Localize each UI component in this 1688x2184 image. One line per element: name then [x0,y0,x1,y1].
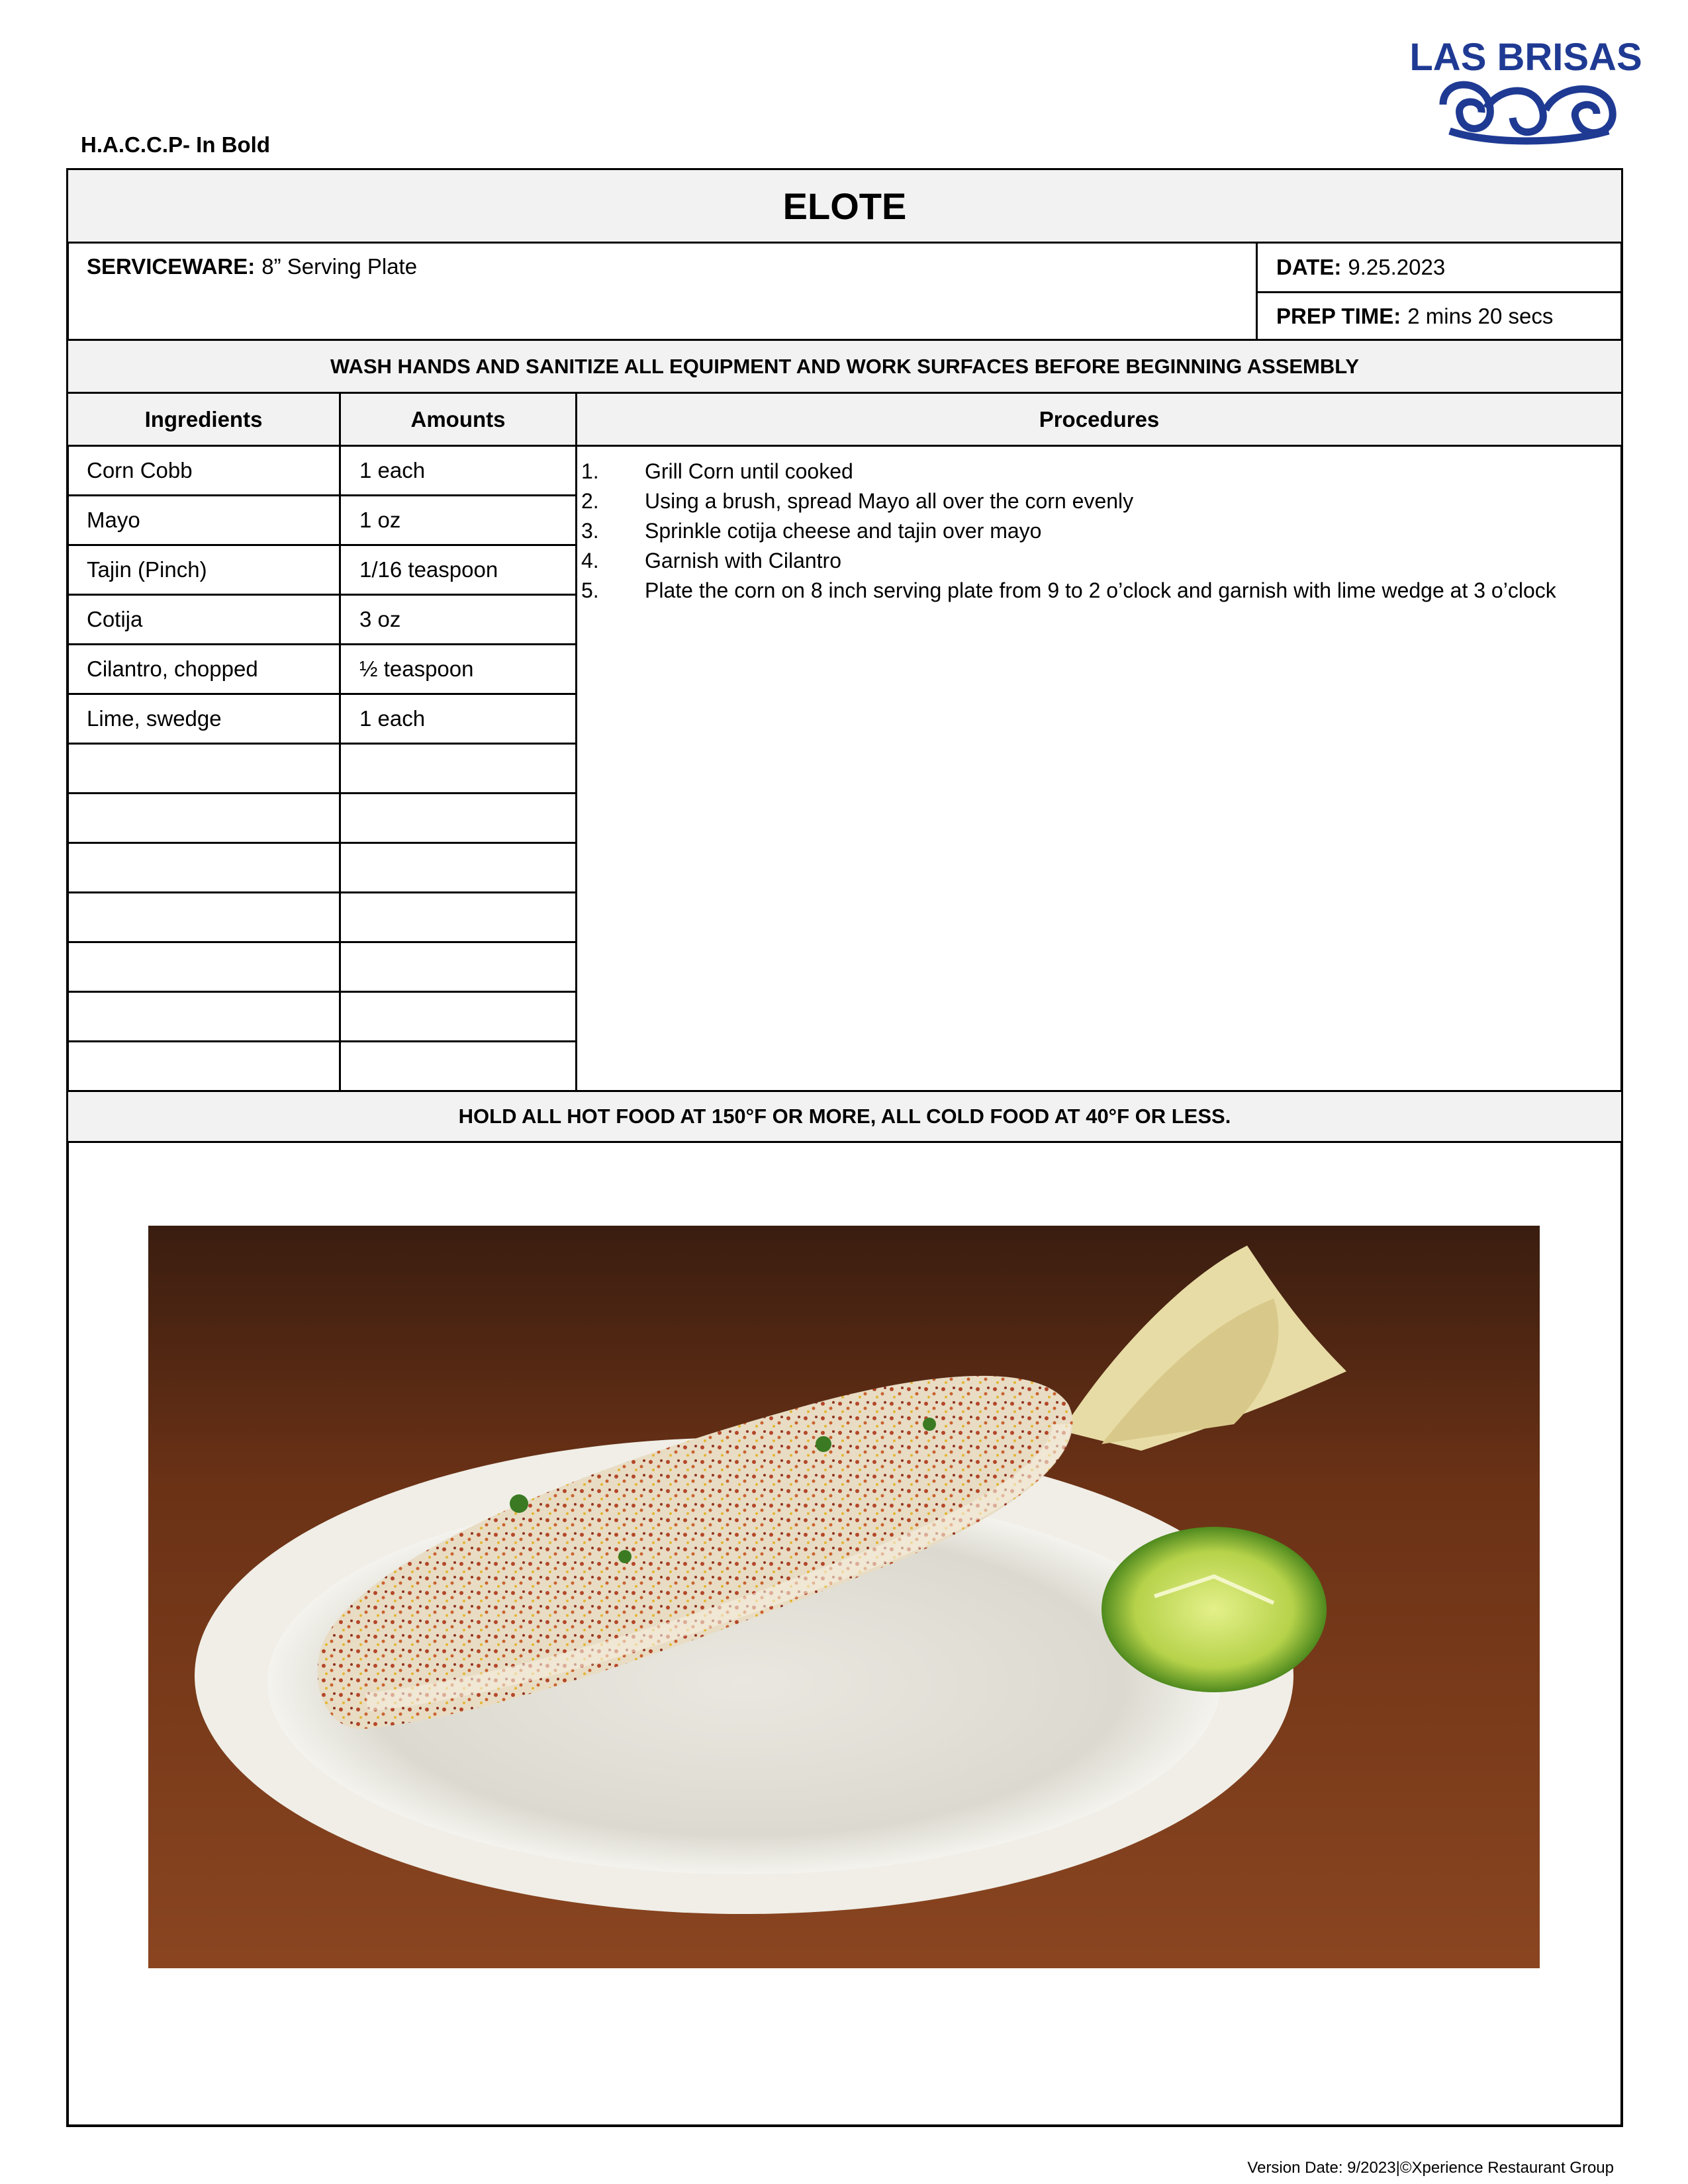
ingredient-name: Lime, swedge [87,706,222,731]
step-text: Garnish with Cilantro [645,549,841,572]
procedure-list [581,457,1574,606]
table-row [66,1040,341,1092]
step-text: Using a brush, spread Mayo all over the corn evenly [645,489,1134,513]
table-row [66,445,341,496]
table-row [339,941,577,993]
las-brisas-logo [1409,32,1642,151]
ingredient-amount: 1 each [359,706,426,731]
table-row [66,693,341,745]
ingredient-amount: 1 each [359,458,426,482]
step-text: Sprinkle cotija cheese and tajin over mayo [645,519,1042,543]
step-text: Plate the corn on 8 inch serving plate from 9 to 2 o’clock and garnish with lime wedge at 3 o’clock [645,578,1556,602]
table-row [66,941,341,993]
amounts-header [339,392,577,447]
serviceware-label: SERVICEWARE: [87,254,256,279]
recipe-title-cell [66,168,1623,244]
table-row [66,594,341,645]
step-number: 5. [581,578,599,602]
step-number: 1. [581,459,599,483]
ingredient-name: Tajin (Pinch) [87,557,207,582]
date-value: 9.25.2023 [1348,255,1446,279]
procedures-header-label: Procedures [1039,406,1160,432]
table-row [339,842,577,893]
table-row [339,991,577,1042]
elote-image [148,1226,1540,1968]
elote-photo [148,1226,1540,1968]
procedure-step [581,516,1574,546]
hold-temperature-notice [66,1090,1623,1143]
table-row [339,693,577,745]
table-row [66,891,341,943]
ingredient-name: Cilantro, chopped [87,657,258,681]
procedure-step [581,576,1574,606]
wash-hands-notice [66,339,1623,394]
table-row [339,891,577,943]
table-row [66,842,341,893]
logo-text: LAS BRISAS [1409,36,1642,79]
ingredient-amount: 1/16 teaspoon [359,557,498,582]
table-row [339,494,577,546]
table-row [66,743,341,794]
prep-time-value: 2 mins 20 secs [1407,303,1554,328]
step-text: Grill Corn until cooked [645,459,853,483]
table-row [66,991,341,1042]
procedures-header [575,392,1623,447]
prep-time-cell [1256,291,1623,341]
serviceware-cell [66,242,1258,341]
table-row [66,792,341,844]
recipe-title: ELOTE [782,185,907,227]
ingredients-header [66,392,341,447]
date-label: DATE: [1276,255,1342,279]
hold-temperature-text: HOLD ALL HOT FOOD AT 150°F OR MORE, ALL COLD FOOD AT 40°F OR LESS. [458,1105,1231,1128]
ingredient-name: Cotija [87,607,143,631]
procedure-step [581,486,1574,516]
serviceware-value: 8” Serving Plate [261,254,418,279]
table-row [66,643,341,695]
ingredient-amount: 1 oz [359,508,401,532]
table-row [339,544,577,596]
prep-time-label: PREP TIME: [1276,303,1401,328]
version-footer: Version Date: 9/2023|©Xperience Restaurant Group [1247,2159,1614,2177]
table-row [339,643,577,695]
haccp-note: H.A.C.C.P- In Bold [81,132,270,157]
step-number: 4. [581,549,599,572]
procedure-step [581,457,1574,486]
table-row [339,1040,577,1092]
ingredient-amount: 3 oz [359,607,401,631]
wash-hands-text: WASH HANDS AND SANITIZE ALL EQUIPMENT AND WORK SURFACES BEFORE BEGINNING ASSEMBLY [330,354,1360,378]
amounts-header-label: Amounts [410,406,506,432]
ingredient-name: Corn Cobb [87,458,193,482]
date-cell [1256,242,1623,293]
table-row [339,594,577,645]
table-row [66,494,341,546]
wave-logo-icon [1409,32,1642,151]
table-row [339,743,577,794]
table-row [339,792,577,844]
ingredient-amount: ½ teaspoon [359,657,474,681]
procedure-step [581,546,1574,576]
ingredient-name: Mayo [87,508,140,532]
step-number: 2. [581,489,599,513]
ingredients-header-label: Ingredients [144,406,263,432]
table-row [66,544,341,596]
table-row [339,445,577,496]
step-number: 3. [581,519,599,543]
